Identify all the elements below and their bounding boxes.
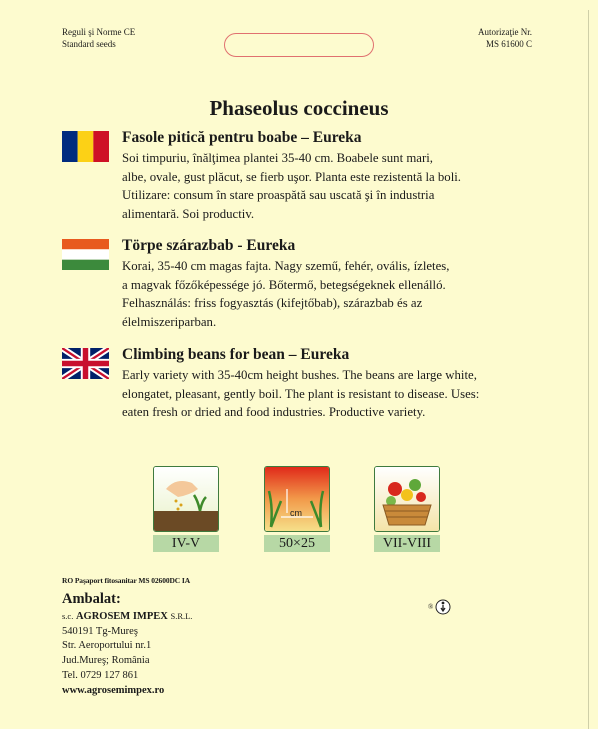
spacing-card xyxy=(264,466,330,552)
text-line: Soi timpuriu, înălţimea plantei 35-40 cm. Boabele sunt mari, xyxy=(122,151,433,165)
phone-line: Tel. 0729 127 861 xyxy=(62,669,139,681)
species-title: Phaseolus coccineus xyxy=(209,96,389,120)
registered-mark: ® xyxy=(428,603,434,611)
harvest-icon xyxy=(374,466,440,532)
romania-flag-icon xyxy=(62,131,109,162)
text-line: eaten fresh or dried and food industries. Productive variety. xyxy=(122,405,426,419)
text-line: élelmiszeriparban. xyxy=(122,314,217,329)
section-text xyxy=(122,149,542,223)
phytosanitary-passport: RO Paşaport fitosanitar MS 02600DC IA xyxy=(62,576,191,585)
text-line: Utilizare: consum în stare proaspătă sau uscată şi în industria xyxy=(122,188,435,202)
company-suffix: S.R.L. xyxy=(170,611,193,621)
section-text xyxy=(122,257,542,331)
section-heading: Fasole pitică pentru boabe – Eureka xyxy=(122,129,362,146)
spacing-icon xyxy=(264,466,330,532)
tidy-man-icon xyxy=(435,599,451,615)
recycle-mark xyxy=(428,599,451,615)
text-line: elongatet, pleasant, gently boil. The plant is resistant to disease. Uses: xyxy=(122,386,480,401)
address-line: Jud.Mureş; România xyxy=(62,655,150,667)
sowing-icon xyxy=(153,466,219,532)
text-line: alimentară. Soi productiv. xyxy=(122,206,255,221)
header-right xyxy=(478,26,532,50)
address-line: 540191 Tg-Mureş xyxy=(62,625,138,637)
text-line: Korai, 35-40 cm magas fajta. Nagy szemű, fehér, ovális, ízletes, xyxy=(122,259,450,273)
harvest-period: VII-VIII xyxy=(374,535,440,552)
text-line: Felhasználás: friss fogyasztás (kifejtőbab), szárazbab és az xyxy=(122,296,423,310)
text-line: albe, ovale, gust plăcut, se fierb uşor. Planta este rezistentă la boli. xyxy=(122,169,462,184)
hanger-cutout xyxy=(224,33,374,57)
company-prefix: s.c. xyxy=(62,611,74,621)
section-text xyxy=(122,366,542,422)
header-authorization: Autorizaţie Nr. xyxy=(478,27,532,37)
section-heading: Climbing beans for bean – Eureka xyxy=(122,346,350,363)
text-line: Early variety with 35-40cm height bushes. The beans are large white, xyxy=(122,368,477,382)
packager-address xyxy=(62,609,192,698)
hungary-flag-icon xyxy=(62,239,109,270)
sowing-period: IV-V xyxy=(153,535,219,552)
header-standard-seeds: Standard seeds xyxy=(62,39,116,49)
packager-heading: Ambalat: xyxy=(62,591,121,607)
company-name: AGROSEM IMPEX xyxy=(75,611,168,622)
unit-label: cm xyxy=(290,508,302,518)
address-line: Str. Aeroportului nr.1 xyxy=(62,640,152,652)
header-left xyxy=(62,26,135,50)
header-authorization-number: MS 61600 C xyxy=(485,39,532,49)
uk-flag-icon xyxy=(62,348,109,379)
company-line xyxy=(62,609,192,625)
section-heading: Törpe szárazbab - Eureka xyxy=(122,237,296,254)
harvest-card xyxy=(374,466,440,552)
website-link[interactable]: www.agrosemimpex.ro xyxy=(62,684,165,696)
text-line: a magvak főzőképessége jó. Bőtermő, betegségeknek ellenálló. xyxy=(122,277,446,292)
sowing-card xyxy=(153,466,219,552)
spacing-value: 50×25 xyxy=(264,535,330,552)
header-standard: Reguli şi Norme CE xyxy=(62,27,136,37)
